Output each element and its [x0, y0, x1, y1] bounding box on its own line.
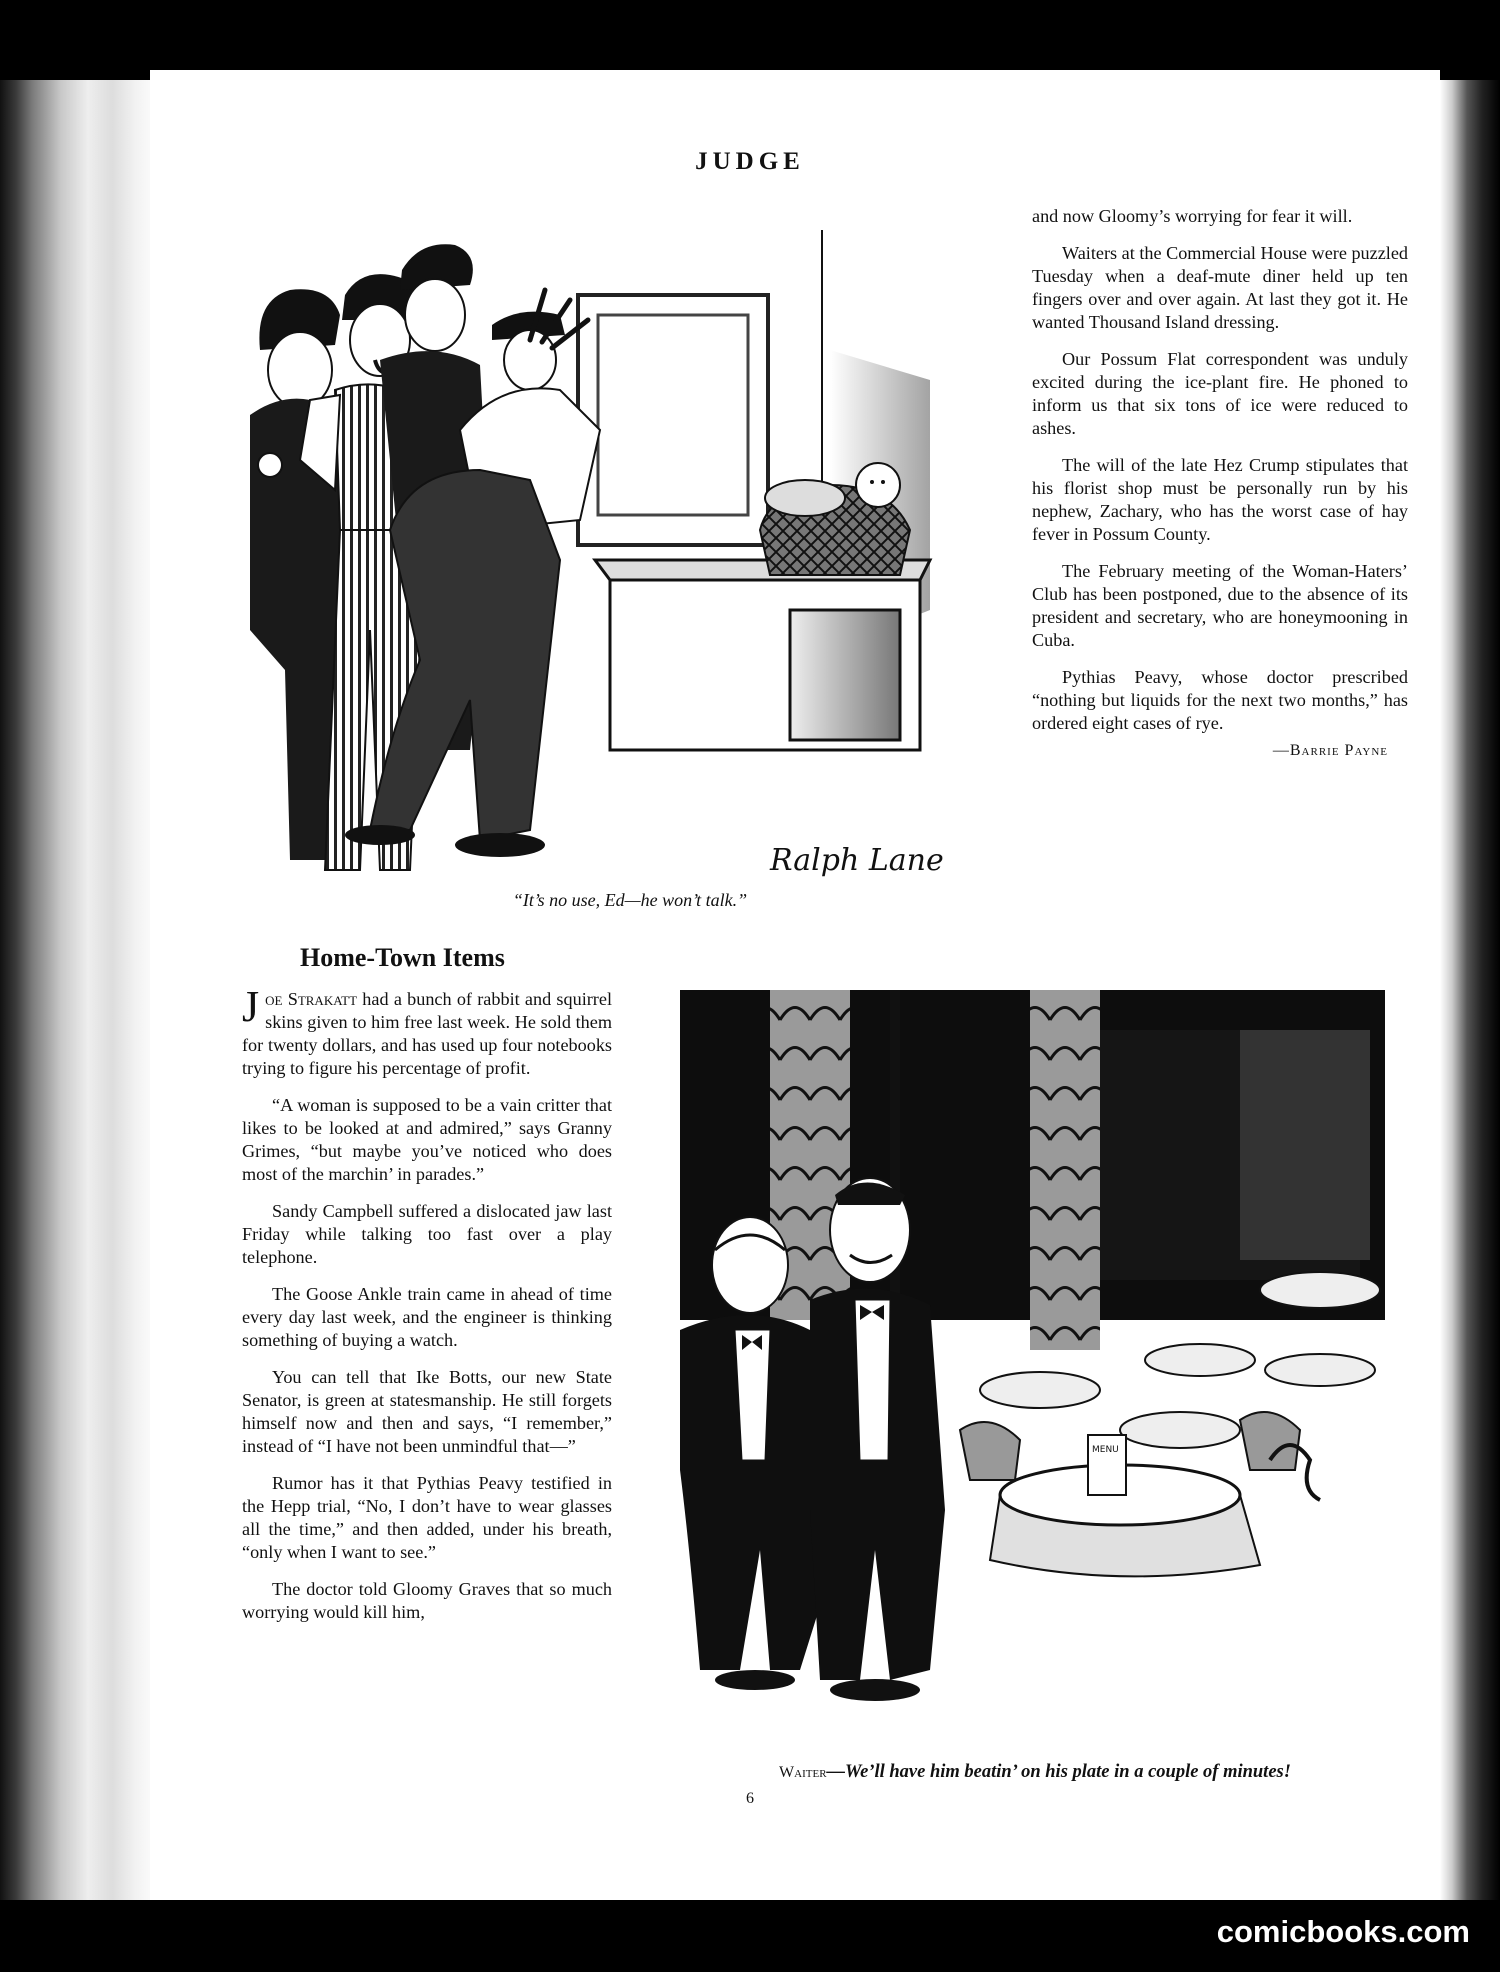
paragraph: Waiters at the Commercial House were puzzled Tuesday when a deaf-mute diner held up ten fingers over and over again. At last they got it. He wanted Thousand Island dressing.: [1032, 243, 1408, 332]
lead-text: had a bunch of rabbit and squirrel skins given to him free last week. He sold them for twenty dollars, and has used up four notebooks trying to figure his percentage of profit.: [242, 989, 612, 1078]
police-cartoon: [230, 230, 960, 890]
paragraph: The Goose Ankle train came in ahead of time every day last week, and the engineer is thinking something of buying a watch.: [242, 1284, 612, 1350]
bottom-cartoon-caption: [690, 1762, 1380, 1783]
right-column: [1032, 205, 1408, 762]
paragraph: Sandy Campbell suffered a dislocated jaw last Friday while talking too fast over a play telephone.: [242, 1201, 612, 1267]
drop-cap: J: [242, 982, 260, 1031]
restaurant-cartoon: [660, 990, 1405, 1720]
author-signature: —Barrie Payne: [1272, 742, 1388, 759]
paragraph: The February meeting of the Woman-Haters’ Club has been postponed, due to the absence of its president and secretary, who are honeymooning in Cuba.: [1032, 561, 1408, 650]
paragraph: The doctor told Gloomy Graves that so much worrying would kill him,: [242, 1579, 612, 1622]
lead-words: oe Strakatt: [265, 989, 358, 1009]
caption-text: —We’ll have him beatin’ on his plate in a couple of minutes!: [826, 1762, 1291, 1782]
site-watermark: comicbooks.com: [1216, 1914, 1470, 1949]
page-edge: [1440, 80, 1500, 1900]
caption-speaker: Waiter: [779, 1764, 827, 1781]
top-cartoon-caption: “It’s no use, Ed—he won’t talk.”: [512, 890, 748, 910]
menu-card-text: MENU: [1092, 1445, 1119, 1455]
paragraph: Our Possum Flat correspondent was unduly excited during the ice-plant fire. He phoned to inform us that six tons of ice were reduced to ashes.: [1032, 349, 1408, 438]
paragraph: Rumor has it that Pythias Peavy testified in the Hepp trial, “No, I don’t have to wear glasses all the time,” and then added, under his breath, “only when I want to see.”: [242, 1473, 612, 1562]
running-head: JUDGE: [695, 148, 805, 175]
article-column: [242, 982, 612, 1638]
paragraph: The will of the late Hez Crump stipulates that his florist shop must be personally run by his nephew, Zachary, who has the worst case of hay fever in Possum County.: [1032, 455, 1408, 544]
paragraph: and now Gloomy’s worrying for fear it will.: [1032, 206, 1353, 226]
paragraph: Pythias Peavy, whose doctor prescribed “nothing but liquids for the next two months,” has ordered eight cases of rye.: [1032, 667, 1408, 733]
paragraph: “A woman is supposed to be a vain critter that likes to be looked at and admired,” says Granny Grimes, “but maybe you’ve noticed who does most of the marchin’ in parades.”: [242, 1095, 612, 1184]
paragraph: You can tell that Ike Botts, our new State Senator, is green at statesmanship. He still forgets himself now and then and says, “I remember,” instead of “I have not been unmindful that—”: [242, 1367, 612, 1456]
article-heading: Home-Town Items: [300, 943, 505, 972]
book-binding: [0, 80, 160, 1900]
page-number: 6: [746, 1790, 754, 1807]
first-paragraph: [242, 982, 612, 1080]
cartoon-signature: Ralph Lane: [770, 843, 944, 878]
